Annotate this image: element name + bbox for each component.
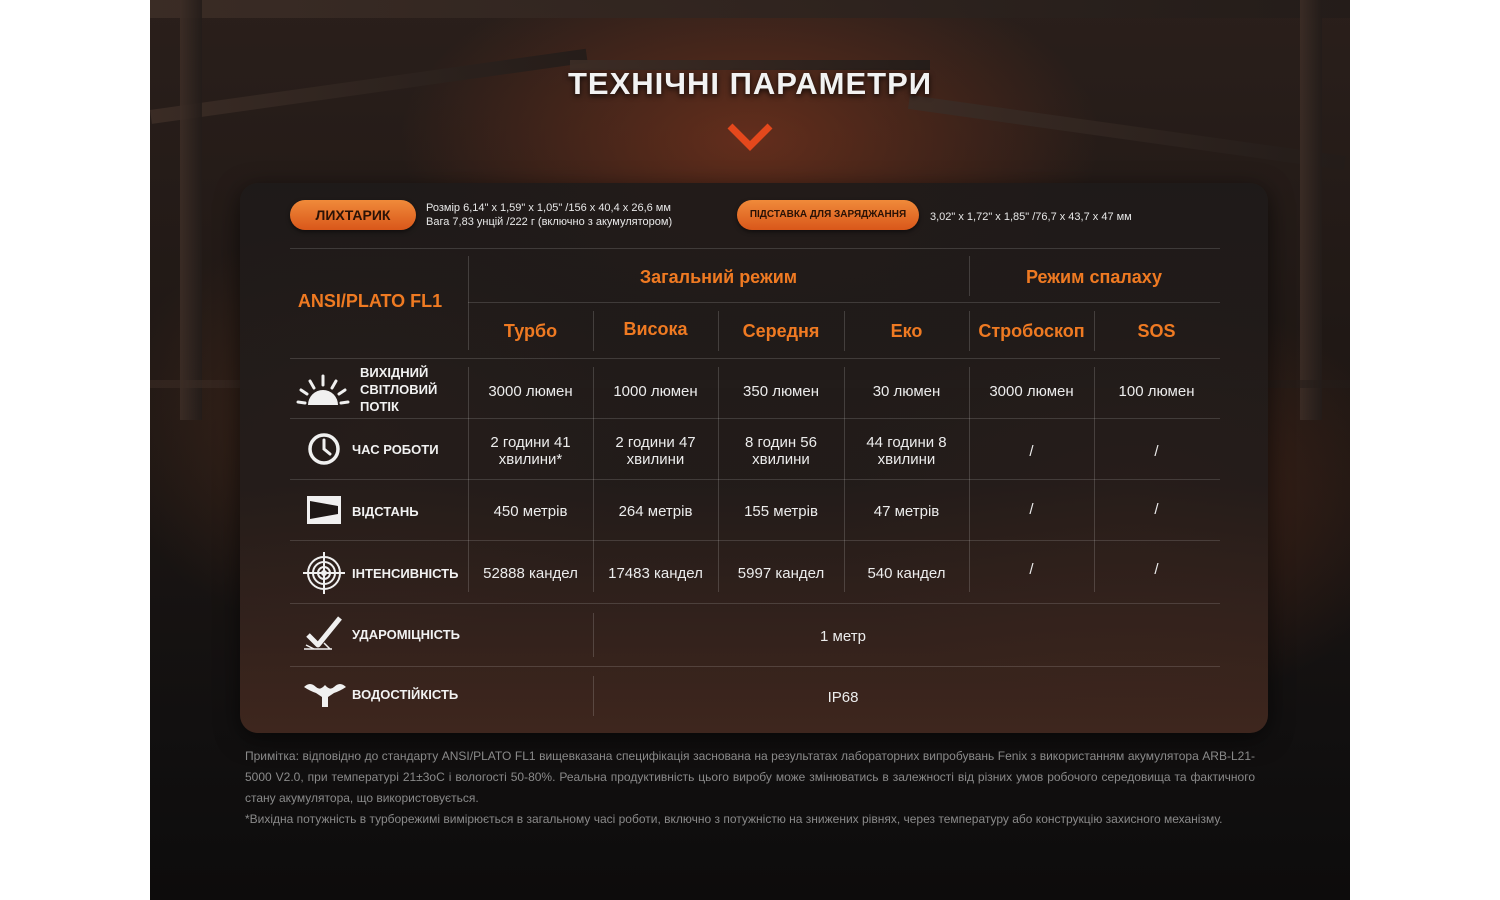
bg-beam [1300,0,1322,420]
footnote-turbo: *Вихідна потужність в турборежимі вимірюється в загальному часі роботи, включно з потужністю на знижених рівнях, через температуру або конструкцію захисного механізму. [245,812,1223,826]
row-label-distance: ВІДСТАНЬ [352,503,419,519]
flashlight-weight: Вага 7,83 унцій /222 г (включно з акумулятором) [426,216,673,228]
value-cell: 100 люмен [1118,382,1195,400]
spec-panel [240,183,1268,733]
divider [290,603,1220,604]
value-cell: 3000 люмен [488,382,573,400]
standard-label: ANSI/PLATO FL1 [297,291,443,311]
divider [290,666,1220,667]
mode-turbo: Турбо [503,321,558,341]
chevron-down-icon [726,122,774,154]
row-label-intensity: ІНТЕНСИВНІСТЬ [352,565,459,581]
target-icon [302,551,346,595]
bg-beam [150,0,1350,18]
value-cell: IP68 [827,688,859,706]
value-cell: / [1029,442,1034,460]
water-splash-icon [302,679,348,709]
value-cell: 52888 кандел [483,564,578,582]
value-cell: 1 метр [820,627,866,645]
charger-badge: ПІДСТАВКА ДЛЯ ЗАРЯДЖАННЯ [737,200,919,230]
mode-strobe: Стробоскоп [978,321,1085,341]
bg-beam [180,0,202,420]
value-cell: 450 метрів [493,502,568,520]
spec-sheet [150,0,1350,900]
flashlight-size: Розмір 6,14" x 1,59" x 1,05" /156 x 40,4 x 26,6 мм [426,202,671,214]
value-cell: 30 люмен [872,382,941,400]
group-flash: Режим спалаху [1025,267,1163,287]
value-cell: 540 кандел [867,564,946,582]
value-cell: 264 метрів [618,502,693,520]
footnote-main: Примітка: відповідно до стандарту ANSI/PLATO FL1 вищевказана специфікація заснована на результатах лабораторних випробувань Fenix з використанням акумулятора ARB-L21-5000 V2.0, при температурі 21±3оС і вологості 50-80%. Реальна продуктивність цього виробу може змінюватись в залежності від різних умов робочого середовища та фактичного стану акумулятора, що використовується. [245,749,1255,805]
divider [290,358,1220,359]
value-cell: 3000 люмен [989,382,1074,400]
sunburst-icon [296,373,350,413]
value-cell: / [1154,560,1159,578]
mode-sos: SOS [1137,321,1176,341]
row-label-output: ВИХІДНИЙ СВІТЛОВИЙ ПОТІК [360,364,438,414]
mode-medium: Середня [742,321,820,341]
charger-size: 3,02" x 1,72" x 1,85" /76,7 x 43,7 x 47 мм [930,211,1132,223]
mode-eco: Еко [890,321,923,341]
group-general: Загальний режим [639,267,798,287]
value-cell: / [1154,500,1159,518]
value-cell: 5997 кандел [737,564,825,582]
value-cell: 47 метрів [873,502,940,520]
value-cell: 2 години 47 хвилини [615,434,696,468]
flashlight-badge: ЛИХТАРИК [290,200,416,230]
impact-check-icon [302,615,346,651]
value-cell: / [1029,500,1034,518]
value-cell: 17483 кандел [608,564,703,582]
value-cell: 1000 люмен [613,382,698,400]
page-title: ТЕХНІЧНІ ПАРАМЕТРИ [567,66,933,101]
beam-distance-icon [306,495,342,525]
value-cell: 44 години 8 хвилини [866,434,947,468]
row-label-impact: УДАРОМІЦНІСТЬ [352,626,460,642]
value-cell: 2 години 41 хвилини* [490,434,571,468]
bg-beam [908,95,1346,170]
value-cell: 155 метрів [744,502,818,520]
mode-high: Висока [623,319,688,339]
value-cell: / [1029,560,1034,578]
divider [290,248,1220,249]
value-cell: 350 люмен [743,382,819,400]
row-label-runtime: ЧАС РОБОТИ [352,441,439,457]
footnote [245,746,1255,830]
clock-icon [306,431,342,467]
value-cell: / [1154,442,1159,460]
divider [468,302,1220,303]
value-cell: 8 годин 56 хвилини [745,434,817,468]
divider [290,479,1220,480]
row-label-waterproof: ВОДОСТІЙКІСТЬ [352,686,459,702]
